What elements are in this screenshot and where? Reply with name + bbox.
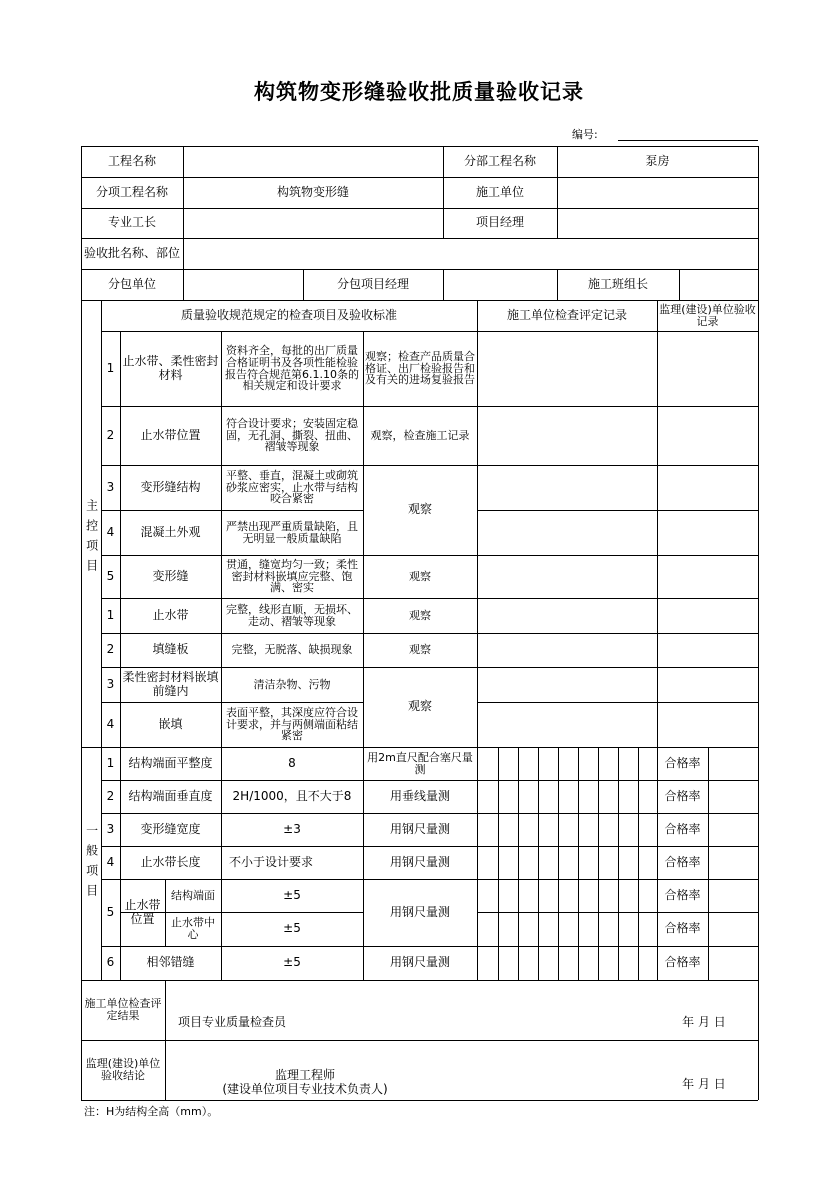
construction-unit-value[interactable] <box>557 177 758 208</box>
item-method: 用钢尺量测 <box>389 854 450 869</box>
pass-rate-label: 合格率 <box>664 821 701 836</box>
table-rule <box>758 146 759 1100</box>
supervisor-record-cell[interactable] <box>657 331 758 406</box>
item-standard: ±3 <box>283 821 301 836</box>
date-label: 年 月 日 <box>682 1077 726 1092</box>
subcontractor-value[interactable] <box>183 269 303 300</box>
sub-item-label: 分项工程名称 <box>95 184 168 199</box>
pass-rate-value[interactable] <box>708 813 758 846</box>
measurement-cell[interactable] <box>638 813 657 846</box>
contractor-record-cell[interactable] <box>477 667 657 702</box>
date-label: 年 月 日 <box>682 1015 726 1030</box>
pass-rate-value[interactable] <box>708 879 758 912</box>
item-method: 用钢尺量测 <box>389 904 450 919</box>
measurement-cell[interactable] <box>638 747 657 780</box>
pass-rate-value[interactable] <box>708 946 758 980</box>
number-field[interactable] <box>618 140 758 141</box>
item-method: 观察 <box>409 608 431 622</box>
item-method: 观察 <box>409 569 431 583</box>
contractor-record-cell[interactable] <box>477 598 657 633</box>
item-name: 止水带、柔性密封材料 <box>122 354 219 382</box>
measurement-cell[interactable] <box>518 780 538 813</box>
item-number: 1 <box>106 755 115 770</box>
item-number: 3 <box>106 821 115 836</box>
measurement-cell[interactable] <box>638 946 657 980</box>
supervisor-record-cell[interactable] <box>657 555 758 598</box>
item-standard: 完整，线形直顺，无损坏、走动、褶皱等现象 <box>226 602 358 628</box>
measurement-cell[interactable] <box>618 946 638 980</box>
item-method: 观察 <box>407 502 432 517</box>
measurement-cell[interactable] <box>578 780 598 813</box>
sub-project-value[interactable]: 泵房 <box>645 153 670 168</box>
item-number: 6 <box>106 955 115 970</box>
measurement-cell[interactable] <box>538 846 558 879</box>
item-number: 5 <box>106 904 115 919</box>
measurement-cell[interactable] <box>518 879 538 912</box>
pass-rate-value[interactable] <box>708 747 758 780</box>
construction-unit-label: 施工单位 <box>475 184 524 199</box>
item-method: 观察 <box>409 643 431 657</box>
pass-rate-value[interactable] <box>708 780 758 813</box>
item-number: 2 <box>106 642 115 657</box>
item-name: 止水带 <box>152 607 189 622</box>
measurement-cell[interactable] <box>598 946 618 980</box>
measurement-cell[interactable] <box>598 747 618 780</box>
item-method: 用钢尺量测 <box>389 955 450 970</box>
measurement-cell[interactable] <box>498 747 518 780</box>
supervisor-record-cell[interactable] <box>657 702 758 747</box>
measurement-cell[interactable] <box>558 946 578 980</box>
item-standard: 不小于设计要求 <box>229 854 314 869</box>
supervisor-record-cell[interactable] <box>657 598 758 633</box>
main-control-label: 主控项目 <box>84 499 99 579</box>
measurement-cell[interactable] <box>578 946 598 980</box>
team-leader-value[interactable] <box>679 269 758 300</box>
item-number: 4 <box>106 524 115 539</box>
item-number: 2 <box>106 427 115 442</box>
contractor-record-cell[interactable] <box>477 633 657 667</box>
item-name: 柔性密封材料嵌填前缝内 <box>122 670 219 698</box>
item-standard: ±5 <box>283 955 301 970</box>
item-standard: 2H/1000，且不大于8 <box>232 788 352 803</box>
measurement-cell[interactable] <box>477 780 498 813</box>
measurement-cell[interactable] <box>618 879 638 912</box>
item-standard: 严禁出现严重质量缺陷，且无明显一般质量缺陷 <box>226 519 358 545</box>
measurement-cell[interactable] <box>518 912 538 946</box>
measurement-cell[interactable] <box>477 912 498 946</box>
item-number: 1 <box>106 360 115 375</box>
item-number: 1 <box>106 607 115 622</box>
measurement-cell[interactable] <box>638 780 657 813</box>
contractor-record-cell[interactable] <box>477 555 657 598</box>
page-title: 构筑物变形缝验收批质量验收记录 <box>254 80 584 104</box>
supervisor-record-cell[interactable] <box>657 465 758 510</box>
item-name: 变形缝 <box>152 568 189 583</box>
item-name: 填缝板 <box>152 642 189 657</box>
pass-rate-label: 合格率 <box>664 755 701 770</box>
item-number: 2 <box>106 788 115 803</box>
item-method: 用钢尺量测 <box>389 821 450 836</box>
measurement-cell[interactable] <box>538 747 558 780</box>
supervisor-record-cell[interactable] <box>657 633 758 667</box>
sub-pm-label: 分包项目经理 <box>336 276 409 291</box>
measurement-cell[interactable] <box>498 813 518 846</box>
item-standard: 贯通，缝宽均匀一致；柔性密封材料嵌填应完整、饱满、密实 <box>226 558 358 595</box>
general-items-label: 一般项目 <box>84 823 99 904</box>
footnote: 注：H为结构全高（mm）。 <box>84 1105 219 1118</box>
item-method: 用垂线量测 <box>389 788 450 803</box>
measurement-cell[interactable] <box>558 747 578 780</box>
measurement-cell[interactable] <box>598 846 618 879</box>
measurement-cell[interactable] <box>498 879 518 912</box>
measurement-cell[interactable] <box>618 813 638 846</box>
measurement-cell[interactable] <box>598 780 618 813</box>
measurement-cell[interactable] <box>477 846 498 879</box>
measurement-cell[interactable] <box>598 813 618 846</box>
item-standard: 8 <box>288 755 296 770</box>
item-name: 结构端面平整度 <box>128 755 213 770</box>
sub-project-label: 分部工程名称 <box>463 153 536 168</box>
contractor-record-cell[interactable] <box>477 331 657 406</box>
item-standard: 资料齐全，每批的出厂质量合格证明书及各项性能检验报告符合规范第6.1.10条的相关规定和设计要求 <box>225 344 359 393</box>
foreman-label: 专业工长 <box>107 215 156 230</box>
measurement-cell[interactable] <box>538 813 558 846</box>
pass-rate-label: 合格率 <box>664 955 701 970</box>
measurement-cell[interactable] <box>618 846 638 879</box>
measurement-cell[interactable] <box>518 946 538 980</box>
measurement-cell[interactable] <box>578 912 598 946</box>
supervisor-record-cell[interactable] <box>657 510 758 555</box>
acceptance-record-table <box>81 146 758 1100</box>
measurement-cell[interactable] <box>538 780 558 813</box>
item-method: 观察，检查施工记录 <box>370 428 470 442</box>
measurement-cell[interactable] <box>598 879 618 912</box>
number-label: 编号: <box>572 128 598 141</box>
pass-rate-label: 合格率 <box>664 887 701 902</box>
measurement-cell[interactable] <box>477 946 498 980</box>
pass-rate-label: 合格率 <box>664 921 701 936</box>
measurement-cell[interactable] <box>498 946 518 980</box>
measurement-cell[interactable] <box>498 912 518 946</box>
project-manager-label: 项目经理 <box>475 215 524 230</box>
measurement-cell[interactable] <box>578 879 598 912</box>
item-method: 观察 <box>407 699 432 714</box>
sub-pm-value[interactable] <box>443 269 557 300</box>
contractor-check-header: 施工单位检查评定记录 <box>506 307 627 322</box>
measurement-cell[interactable] <box>638 912 657 946</box>
measurement-cell[interactable] <box>538 946 558 980</box>
measurement-cell[interactable] <box>638 846 657 879</box>
measurement-cell[interactable] <box>558 780 578 813</box>
item-name: 混凝土外观 <box>140 524 201 539</box>
measurement-cell[interactable] <box>477 879 498 912</box>
sub-item-name: 止水带中心 <box>171 916 215 941</box>
supervisor-engineer-label: 监理工程师 <box>274 1068 335 1083</box>
item-name: 变形缝结构 <box>140 479 201 494</box>
item-standard: 符合设计要求；安装固定稳固，无孔洞、撕裂、扭曲、褶皱等现象 <box>226 417 358 454</box>
table-rule <box>81 1040 758 1041</box>
pass-rate-label: 合格率 <box>664 854 701 869</box>
sub-item-value[interactable]: 构筑物变形缝 <box>276 184 349 199</box>
supervisor-record-cell[interactable] <box>657 667 758 702</box>
measurement-cell[interactable] <box>558 846 578 879</box>
table-rule <box>81 980 758 981</box>
item-name: 止水带位置 <box>140 427 201 442</box>
pass-rate-value[interactable] <box>708 912 758 946</box>
project-name-label: 工程名称 <box>107 153 156 168</box>
item-method: 观察；检查产品质量合格证、出厂检验报告和及有关的进场复验报告 <box>365 350 475 387</box>
supervisor-engineer-sub: (建设单位项目专业技术负责人) <box>222 1082 388 1097</box>
item-name: 相邻错缝 <box>146 955 195 970</box>
measurement-cell[interactable] <box>477 747 498 780</box>
measurement-cell[interactable] <box>558 879 578 912</box>
supervisor-check-header: 监理(建设)单位验收记录 <box>659 302 756 328</box>
contractor-record-cell[interactable] <box>477 406 657 465</box>
table-rule <box>165 980 166 1100</box>
inspector-label: 项目专业质量检查员 <box>178 1015 287 1030</box>
subcontractor-label: 分包单位 <box>107 276 156 291</box>
measurement-cell[interactable] <box>578 747 598 780</box>
project-name-value[interactable] <box>183 146 443 177</box>
contractor-record-cell[interactable] <box>477 702 657 747</box>
batch-label: 验收批名称、部位 <box>83 245 180 260</box>
item-number: 3 <box>106 479 115 494</box>
supervisor-conclusion-label: 监理(建设)单位验收结论 <box>85 1057 161 1082</box>
item-standard: 完整，无脱落、缺损现象 <box>231 643 353 657</box>
measurement-cell[interactable] <box>578 813 598 846</box>
item-standard: 表面平整，其深度应符合设计要求，并与两侧端面粘结紧密 <box>226 706 358 743</box>
item-standard: ±5 <box>283 887 301 902</box>
measurement-cell[interactable] <box>518 813 538 846</box>
contractor-record-cell[interactable] <box>477 465 657 510</box>
item-name: 结构端面垂直度 <box>128 788 213 803</box>
measurement-cell[interactable] <box>618 780 638 813</box>
measurement-cell[interactable] <box>518 747 538 780</box>
measurement-cell[interactable] <box>538 879 558 912</box>
contractor-record-cell[interactable] <box>477 510 657 555</box>
measurement-cell[interactable] <box>578 846 598 879</box>
measurement-cell[interactable] <box>538 912 558 946</box>
measurement-cell[interactable] <box>518 846 538 879</box>
item-standard: 平整、垂直，混凝土或砌筑砂浆应密实，止水带与结构咬合紧密 <box>226 469 358 506</box>
table-rule <box>81 1100 758 1101</box>
item-number: 4 <box>106 716 115 731</box>
pass-rate-value[interactable] <box>708 846 758 879</box>
measurement-cell[interactable] <box>618 912 638 946</box>
pass-rate-label: 合格率 <box>664 788 701 803</box>
item-standard: ±5 <box>283 921 301 936</box>
spec-column-header: 质量验收规范规定的检查项目及验收标准 <box>180 307 397 322</box>
team-leader-label: 施工班组长 <box>587 276 648 291</box>
measurement-cell[interactable] <box>498 780 518 813</box>
sub-item-name: 结构端面 <box>171 888 215 902</box>
batch-value[interactable] <box>183 238 758 269</box>
item-number: 4 <box>106 854 115 869</box>
measurement-cell[interactable] <box>618 747 638 780</box>
measurement-cell[interactable] <box>638 879 657 912</box>
project-manager-value[interactable] <box>557 208 758 238</box>
foreman-value[interactable] <box>183 208 443 238</box>
measurement-cell[interactable] <box>498 846 518 879</box>
item-number: 3 <box>106 676 115 691</box>
item-name: 止水带位置 <box>124 898 161 926</box>
item-number: 5 <box>106 568 115 583</box>
measurement-cell[interactable] <box>558 813 578 846</box>
contractor-result-label: 施工单位检查评定结果 <box>84 997 162 1022</box>
measurement-cell[interactable] <box>558 912 578 946</box>
measurement-cell[interactable] <box>477 813 498 846</box>
item-name: 变形缝宽度 <box>140 821 201 836</box>
item-name: 嵌填 <box>158 716 183 731</box>
supervisor-record-cell[interactable] <box>657 406 758 465</box>
item-standard: 清洁杂物、污物 <box>253 677 331 691</box>
measurement-cell[interactable] <box>598 912 618 946</box>
item-name: 止水带长度 <box>140 854 201 869</box>
item-method: 用2m直尺配合塞尺量测 <box>367 750 473 776</box>
